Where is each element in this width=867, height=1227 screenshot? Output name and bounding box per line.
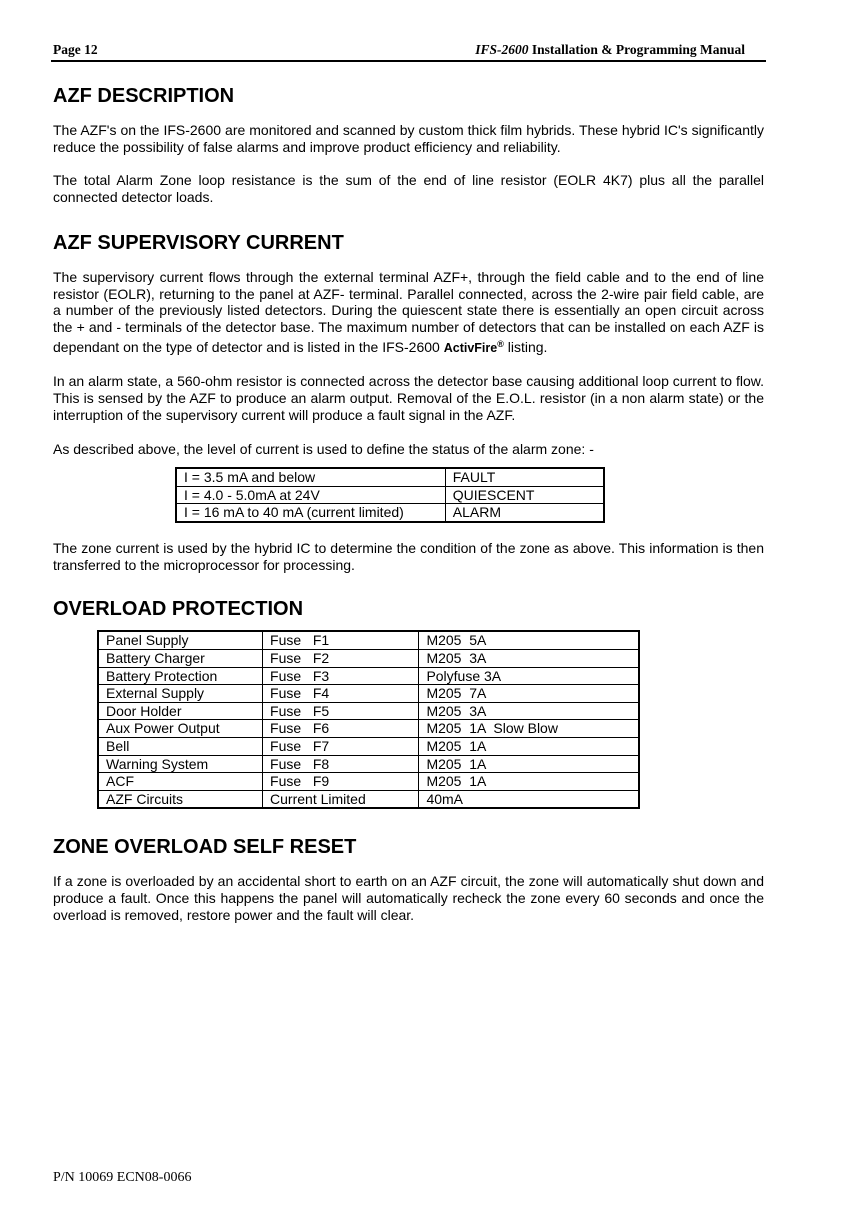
- table-cell: Fuse F3: [263, 667, 419, 685]
- table-cell: Fuse F2: [263, 650, 419, 668]
- table-cell: Fuse F9: [263, 773, 419, 791]
- table-row: [176, 468, 604, 486]
- fuse-table: [97, 630, 640, 809]
- table-cell: Door Holder: [98, 702, 263, 720]
- table-cell: AZF Circuits: [98, 790, 263, 808]
- table-cell: M205 1A: [419, 738, 639, 756]
- table-cell: M205 5A: [419, 631, 639, 649]
- heading-azf-supervisory-current: AZF SUPERVISORY CURRENT: [53, 231, 344, 254]
- supervisory-paragraph-1-text: The supervisory current flows through the external terminal AZF+, through the field cable and to the end of line resistor (EOLR), returning to the panel at AZF- terminal. Parallel connected, across the 2-wire pair field cable, are a number of the previously listed detectors. During the quiescent state there is essentially an open circuit across the + and - terminals of the detector base. The maximum number of detectors that can be installed on each AZF is dependant on the type of detector and is listed in the IFS-2600: [53, 268, 764, 355]
- table-cell: External Supply: [98, 685, 263, 703]
- azf-description-paragraph-2: The total Alarm Zone loop resistance is the sum of the end of line resistor (EOLR 4K7) plus all the parallel connected detector loads.: [53, 172, 764, 206]
- table-row: [98, 773, 639, 791]
- table-cell: M205 1A: [419, 755, 639, 773]
- table-cell: ACF: [98, 773, 263, 791]
- page-header: [53, 42, 765, 60]
- page-content: [53, 84, 764, 924]
- table-cell: M205 1A: [419, 773, 639, 791]
- table-cell: M205 3A: [419, 650, 639, 668]
- header-rule: [51, 60, 766, 62]
- supervisory-paragraph-4: The zone current is used by the hybrid IC to determine the condition of the zone as above. This information is then transferred to the microprocessor for processing.: [53, 540, 764, 573]
- supervisory-paragraph-1-end: listing.: [503, 338, 548, 355]
- table-row: [176, 504, 604, 522]
- zone-reset-paragraph: If a zone is overloaded by an accidental short to earth on an AZF circuit, the zone will automatically shut down and produce a fault. Once this happens the panel will automatically recheck the zone every 60 seconds and once the overload is removed, restore power and the fault will clear.: [53, 873, 764, 923]
- table-cell: Fuse F4: [263, 685, 419, 703]
- table-cell: Panel Supply: [98, 631, 263, 649]
- table-cell: I = 16 mA to 40 mA (current limited): [176, 504, 445, 522]
- table-row: [98, 702, 639, 720]
- table-cell: I = 3.5 mA and below: [176, 468, 445, 486]
- table-cell: Fuse F7: [263, 738, 419, 756]
- activfire-brand-name: ActivFire: [443, 340, 498, 355]
- heading-overload-protection: OVERLOAD PROTECTION: [53, 598, 304, 621]
- table-cell: Bell: [98, 738, 263, 756]
- table-cell: Fuse F6: [263, 720, 419, 738]
- table-row: [98, 755, 639, 773]
- table-row: [98, 685, 639, 703]
- table-cell: I = 4.0 - 5.0mA at 24V: [176, 486, 445, 504]
- table-cell: Battery Charger: [98, 650, 263, 668]
- table-cell: Current Limited: [263, 790, 419, 808]
- table-cell: Aux Power Output: [98, 720, 263, 738]
- table-cell: Battery Protection: [98, 667, 263, 685]
- supervisory-paragraph-2: In an alarm state, a 560-ohm resistor is connected across the detector base causing additional loop current to flow. This is sensed by the AZF to produce an alarm output. Removal of the E.O.L. resistor (in a non alarm state) or the interruption of the supervisory current will produce a fault signal in the AZF.: [53, 373, 764, 423]
- table-cell: FAULT: [445, 468, 604, 486]
- table-row: [176, 486, 604, 504]
- table-cell: 40mA: [419, 790, 639, 808]
- current-status-table: [175, 467, 605, 523]
- activfire-brand: [443, 338, 504, 355]
- manual-title: [475, 42, 745, 58]
- supervisory-paragraph-3: As described above, the level of current is used to define the status of the alarm zone: -: [53, 440, 594, 457]
- table-row: [98, 738, 639, 756]
- manual-model: IFS-2600: [475, 42, 529, 57]
- azf-description-paragraph-1: The AZF's on the IFS-2600 are monitored and scanned by custom thick film hybrids. These hybrid IC's significantly reduce the possibility of false alarms and improve product efficiency and reliability.: [53, 122, 764, 155]
- table-cell: Fuse F8: [263, 755, 419, 773]
- table-cell: QUIESCENT: [445, 486, 604, 504]
- supervisory-paragraph-1: [53, 269, 764, 357]
- registered-mark: ®: [497, 338, 504, 349]
- table-cell: Warning System: [98, 755, 263, 773]
- table-row: [98, 631, 639, 649]
- table-cell: Fuse F5: [263, 702, 419, 720]
- page-footer: P/N 10069 ECN08-0066: [53, 1170, 192, 1185]
- table-row: [98, 790, 639, 808]
- heading-azf-description: AZF DESCRIPTION: [53, 85, 235, 107]
- manual-title-text: Installation & Programming Manual: [528, 42, 745, 57]
- table-cell: M205 3A: [419, 702, 639, 720]
- table-row: [98, 720, 639, 738]
- heading-zone-overload-self-reset: ZONE OVERLOAD SELF RESET: [53, 836, 357, 859]
- table-cell: Fuse F1: [263, 631, 419, 649]
- page-number: Page 12: [53, 42, 98, 57]
- table-cell: M205 7A: [419, 685, 639, 703]
- table-cell: M205 1A Slow Blow: [419, 720, 639, 738]
- table-row: [98, 650, 639, 668]
- table-cell: ALARM: [445, 504, 604, 522]
- table-row: [98, 667, 639, 685]
- table-cell: Polyfuse 3A: [419, 667, 639, 685]
